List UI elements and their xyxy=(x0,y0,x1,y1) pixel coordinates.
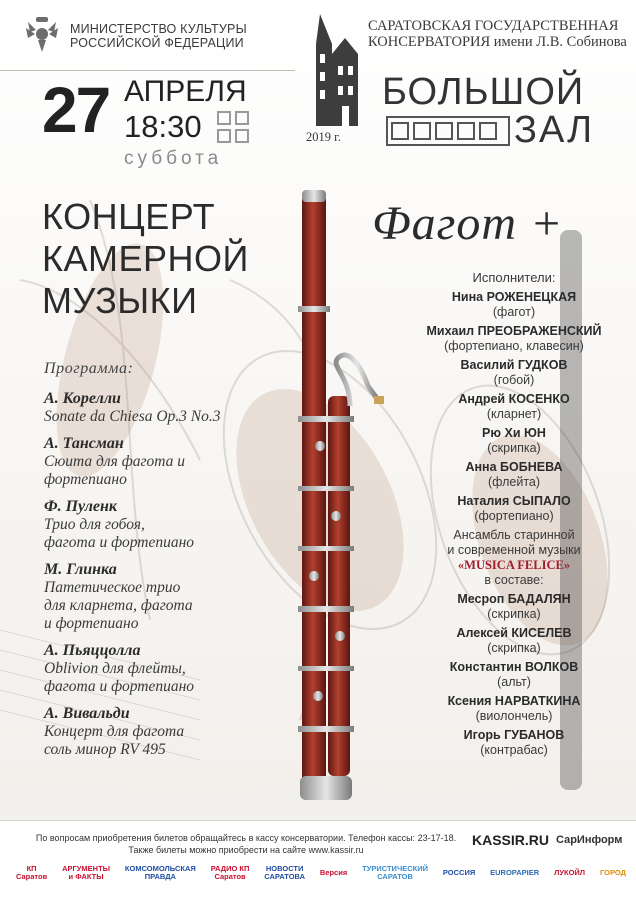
performer-role: (гобой) xyxy=(493,373,535,387)
performer-name: Василий ГУДКОВ xyxy=(460,358,568,372)
performer-entry xyxy=(412,392,616,422)
performer-name: Алексей КИСЕЛЕВ xyxy=(456,626,572,640)
sponsor-logo-line2: Саратов xyxy=(16,872,48,881)
title-line3: МУЗЫКИ xyxy=(42,280,198,321)
sponsor-logo xyxy=(443,869,475,877)
performer-entry xyxy=(412,358,616,388)
hall-line1: БОЛЬШОЙ xyxy=(382,71,585,113)
conservatory-title xyxy=(368,18,627,50)
program-work-line: Сюита для фагота и xyxy=(44,453,186,470)
sponsor-logo-line2: Саратов xyxy=(214,872,246,881)
program-item xyxy=(44,642,304,696)
sponsor-logo-line1: КП xyxy=(26,864,37,873)
program-composer: Ф. Пуленк xyxy=(44,498,118,515)
year-label: 2019 г. xyxy=(306,130,341,144)
sponsor-logo-line2: ПРАВДА xyxy=(144,872,176,881)
ensemble-intro xyxy=(412,528,616,588)
performer-name: Михаил ПРЕОБРАЖЕНСКИЙ xyxy=(426,324,602,338)
concert-title xyxy=(42,196,249,322)
performer-entry xyxy=(412,460,616,490)
program-work-line: Oblivion для флейты, xyxy=(44,660,186,677)
performer-entry xyxy=(412,494,616,524)
program-composer: М. Глинка xyxy=(44,561,117,578)
sponsor-logo xyxy=(125,865,196,881)
ministry-title xyxy=(70,22,247,50)
sponsor-logo-line1: РОССИЯ xyxy=(442,868,476,877)
ensemble-line2: и современной музыки xyxy=(447,543,581,557)
sponsor-logo xyxy=(264,865,305,881)
sponsor-logo xyxy=(320,869,347,877)
performer-entry xyxy=(412,290,616,320)
performer-name: Анна БОБНЕВА xyxy=(465,460,563,474)
sponsor-logo xyxy=(554,869,585,877)
performer-name: Наталия СЫПАЛО xyxy=(457,494,571,508)
program-work-line: Трио для гобоя, xyxy=(44,516,145,533)
ensemble-name: «MUSICA FELICE» xyxy=(457,558,571,572)
ticket-info-line2: Также билеты можно приобрести на сайте www.kassir.ru xyxy=(128,845,364,855)
program-work-line: для кларнета, фагота xyxy=(44,597,193,614)
performer-name: Ксения НАРВАТКИНА xyxy=(447,694,581,708)
program-work-line: фагота и фортепиано xyxy=(44,678,195,695)
performer-role: (фортепиано, клавесин) xyxy=(444,339,584,353)
program-composer: А. Тансман xyxy=(44,435,124,452)
program-item xyxy=(44,561,304,633)
ministry-header xyxy=(22,14,272,58)
performer-name: Нина РОЖЕНЕЦКАЯ xyxy=(451,290,577,304)
event-month: АПРЕЛЯ xyxy=(124,75,247,108)
ornament-icon xyxy=(216,110,250,144)
program-list xyxy=(44,390,304,768)
event-weekday: суббота xyxy=(124,148,223,169)
program-work-line: Концерт для фагота xyxy=(44,723,185,740)
performer-entry xyxy=(412,626,616,656)
big-hall-logo xyxy=(382,72,610,152)
sponsor-logo-line1: ГОРОД xyxy=(599,868,626,877)
program-item xyxy=(44,390,304,426)
performers-list xyxy=(412,270,616,758)
bassoon-image xyxy=(290,186,400,806)
sponsor-logo-line2: и ФАКТЫ xyxy=(68,872,104,881)
performer-entry xyxy=(412,728,616,758)
sponsor-logo xyxy=(211,865,250,881)
program-label: Программа: xyxy=(44,360,134,377)
conservatory-tower-icon xyxy=(302,14,362,126)
performer-role: (альт) xyxy=(497,675,531,689)
ensemble-line3: в составе: xyxy=(484,573,544,587)
sponsor-logo-line1: EUROPAPIER xyxy=(490,868,540,877)
kassir-logo: KASSIR.RU xyxy=(472,832,550,848)
ministry-line2: РОССИЙСКОЙ ФЕДЕРАЦИИ xyxy=(70,36,244,50)
program-work-line: фортепиано xyxy=(44,471,127,488)
event-time: 18:30 xyxy=(124,109,202,144)
sponsor-logo xyxy=(16,865,47,881)
performer-entry xyxy=(412,592,616,622)
performer-role: (флейта) xyxy=(487,475,541,489)
performer-entry xyxy=(412,324,616,354)
performer-name: Андрей КОСЕНКО xyxy=(458,392,570,406)
sarinform-logo: СарИнформ xyxy=(556,834,623,846)
event-day: 27 xyxy=(42,74,110,146)
concert-subtitle: Фагот + xyxy=(372,197,564,250)
sponsor-logo-line1: КОМСОМОЛЬСКАЯ xyxy=(124,864,196,873)
sponsor-logo xyxy=(62,865,110,881)
performer-role: (виолончель) xyxy=(475,709,553,723)
sponsor-logo-line1: РАДИО КП xyxy=(210,864,250,873)
performer-role: (контрабас) xyxy=(480,743,548,757)
program-item xyxy=(44,498,304,552)
russian-emblem-icon xyxy=(22,14,62,54)
hall-ornament-icon xyxy=(386,116,510,146)
ministry-line1: МИНИСТЕРСТВО КУЛЬТУРЫ xyxy=(70,22,247,36)
performer-role: (фортепиано) xyxy=(474,509,554,523)
ticket-info xyxy=(16,832,476,856)
performer-role: (кларнет) xyxy=(486,407,542,421)
program-composer: А. Вивальди xyxy=(44,705,130,722)
performer-name: Рю Хи ЮН xyxy=(482,426,546,440)
title-line2: КАМЕРНОЙ xyxy=(42,238,249,279)
sponsor-logo-line1: ТУРИСТИЧЕСКИЙ xyxy=(362,864,428,873)
conservatory-line2: КОНСЕРВАТОРИЯ имени Л.В. Собинова xyxy=(368,34,627,50)
performer-role: (скрипка) xyxy=(487,607,541,621)
sponsor-logo xyxy=(362,865,428,881)
sponsor-logo-line1: АРГУМЕНТЫ xyxy=(62,864,111,873)
program-work-line: и фортепиано xyxy=(44,615,139,632)
sponsor-logo xyxy=(600,869,626,877)
sponsor-logo-line1: ЛУКОЙЛ xyxy=(554,868,586,877)
sponsor-logo xyxy=(490,869,539,877)
ensemble-line1: Ансамбль старинной xyxy=(453,528,575,542)
hall-line2: ЗАЛ xyxy=(514,109,595,151)
program-work-line: соль минор RV 495 xyxy=(44,741,166,758)
conservatory-line1: САРАТОВСКАЯ ГОСУДАРСТВЕННАЯ xyxy=(368,18,619,34)
sponsor-logo-line1: Версия xyxy=(319,868,348,877)
program-composer: А. Корелли xyxy=(44,390,121,407)
performer-role: (скрипка) xyxy=(487,641,541,655)
performer-entry xyxy=(412,426,616,456)
performer-name: Константин ВОЛКОВ xyxy=(449,660,579,674)
performer-entry xyxy=(412,694,616,724)
program-work-line: Патетическое трио xyxy=(44,579,181,596)
program-item xyxy=(44,435,304,489)
ticket-info-line1: По вопросам приобретения билетов обращайтесь в кассу консерватории. Телефон кассы: 23-17-18. xyxy=(35,833,457,843)
performer-name: Игорь ГУБАНОВ xyxy=(463,728,565,742)
title-line1: КОНЦЕРТ xyxy=(42,196,216,237)
sponsor-logo-line2: САРАТОВА xyxy=(264,872,305,881)
performer-name: Месроп БАДАЛЯН xyxy=(457,592,571,606)
performer-role: (фагот) xyxy=(492,305,536,319)
performer-entry xyxy=(412,660,616,690)
sponsor-logo-line1: НОВОСТИ xyxy=(265,864,304,873)
program-composer: А. Пьяццолла xyxy=(44,642,141,659)
performers-label: Исполнители: xyxy=(472,270,556,285)
program-work-line: Sonate da Chiesa Op.3 No.3 xyxy=(44,408,221,425)
sponsor-logo-line2: САРАТОВ xyxy=(377,872,413,881)
program-work-line: фагота и фортепиано xyxy=(44,534,195,551)
sponsor-logos xyxy=(16,858,626,888)
performer-role: (скрипка) xyxy=(487,441,541,455)
program-item xyxy=(44,705,304,759)
